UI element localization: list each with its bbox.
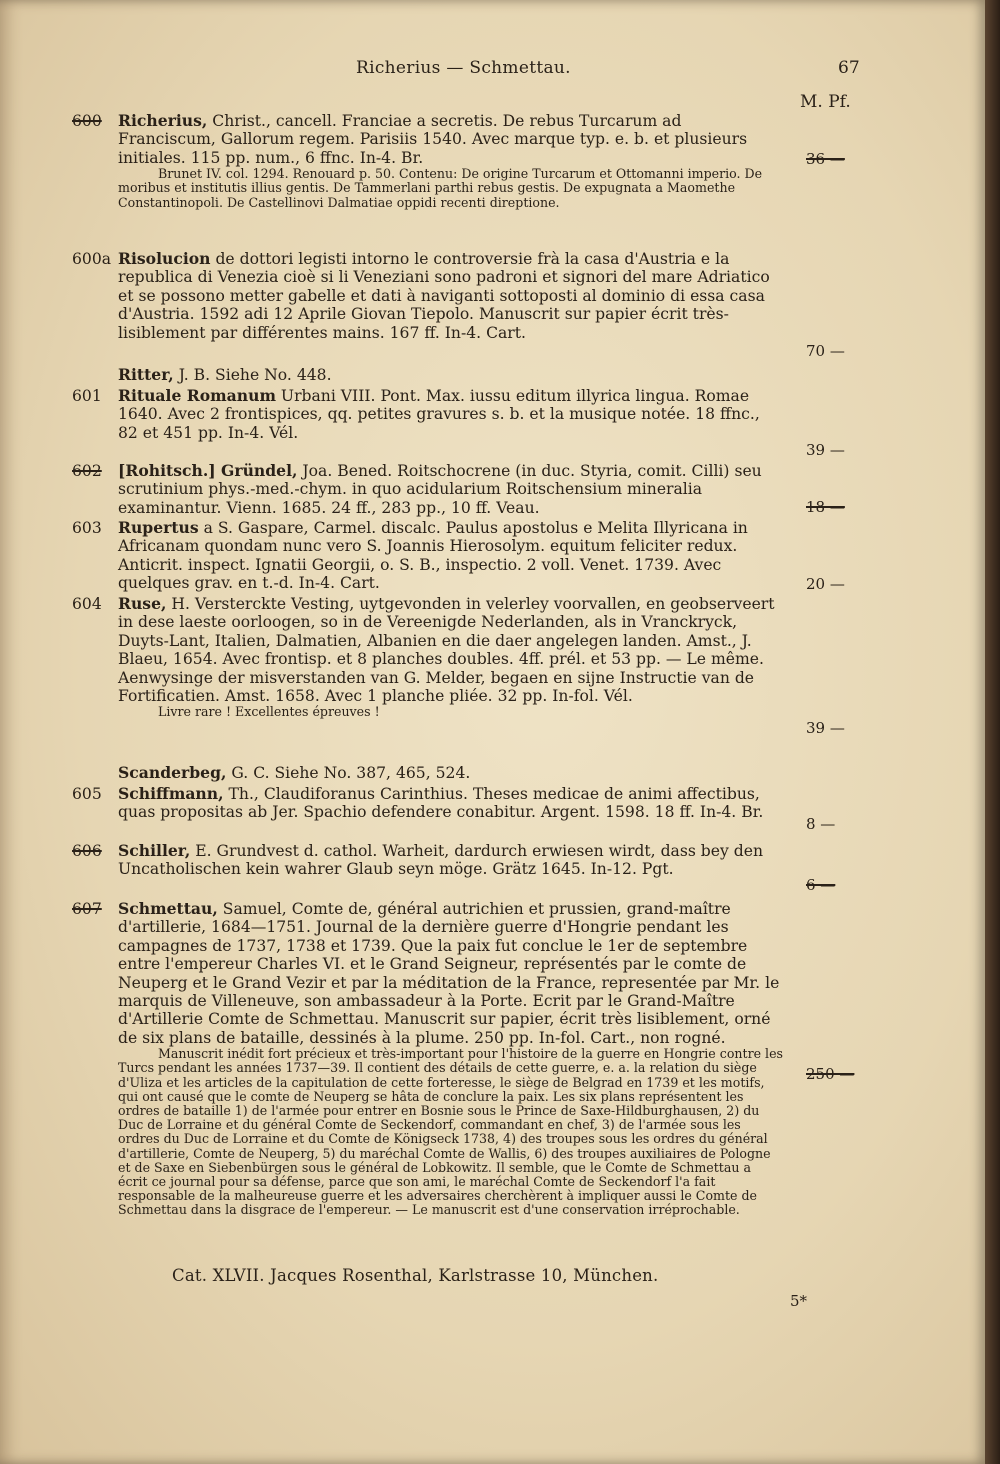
catalogue-entry — [72, 784, 836, 841]
entry-heading: Schiffmann, — [118, 784, 224, 803]
lot-price: 6 — — [806, 876, 836, 894]
entry-text — [74, 250, 784, 342]
entry-text — [74, 519, 784, 593]
entry-text — [74, 366, 784, 384]
catalogue-entry — [72, 111, 845, 249]
entry-heading: Scanderbeg, — [118, 763, 227, 782]
catalogue-entry — [72, 594, 845, 763]
lot-price: 20 — — [806, 575, 845, 593]
entry-description: Samuel, Comte de, général autrichien et prussien, grand-maître d'artillerie, 1684—1751. Journal de la dernière guerre d'Hongrie pendant les campagnes de 1737, 1738 et 1739. Que la paix fut conclue le 1er de septembre entre l'empereur Charles VI. et le Grand Seigneur, représentés par le comte de Neuperg et le Grand Vezir et par la méditation de la France, representée par Mr. le marquis de Villeneuve, son ambassadeur à la Porte. Ecrit par le Grand-Maître d'Artillerie Comte de Schmettau. Manuscrit sur papier, écrit très lisiblement, orné de six plans de bataille, dessinés à la plume. 250 pp. In-fol. Cart., non rogné. — [118, 900, 780, 1047]
entry-description: H. Versterckte Vesting, uytgevonden in velerley voorvallen, en geobserveert in dese laeste oorloogen, so in de Vereenigde Nederlanden, als in Vranckryck, Duyts-Lant, Italien, Dalmatien, Albanien en die daer angelegen landen. Amst., J. Blaeu, 1654. Avec frontisp. et 8 planches doubles. 4ff. prél. et 53 pp. — Le même. Aenwysinge der misverstanden van G. Melder, begaen en sijne Instructie van de Fortificatien. Amst. 1658. Avec 1 planche pliée. 32 pp. In-fol. Vél. — [118, 595, 775, 706]
entry-text — [74, 112, 784, 167]
entry-text — [74, 387, 784, 442]
entry-text — [74, 785, 784, 822]
lot-number: 607 — [72, 900, 102, 918]
entry-text — [74, 595, 784, 705]
entry-heading: Ruse, — [118, 594, 167, 613]
lot-price: 8 — — [806, 815, 836, 833]
lot-number: 600a — [72, 250, 112, 268]
entry-note: Manuscrit inédit fort précieux et très-important pour l'histoire de la guerre en Hongrie contre les Turcs pendant les années 1737—39. Il contient des détails de cette guerre, e. a. la relation du siège d'Uliza et les articles de la capitulation de cette forteresse, le siège de Belgrad en 1739 et les motifs, qui ont causé que le comte de Neuperg se hâta de conclure la paix. Les six plans représentent les ordres de bataille 1) de l'armée pour entrer en Bosnie sous le Prince de Saxe-Hildburghausen, 2) du Duc de Lorraine et du général Comte de Seckendorf, commandant en chef, 3) de l'armée sous les ordres du Duc de Lorraine et du Comte de Königseck 1738, 4) des troupes sous les ordres du général d'artillerie, Comte de Neuperg, 5) du maréchal Comte de Wallis, 6) des troupes auxiliaires de Pologne et de Saxe en Siebenbürgen sous le général de Lobkowitz. Il semble, que le Comte de Schmettau a écrit ce journal pour sa défense, parce que son ami, le maréchal Comte de Seckendorf l'a fait responsable de la malheureuse guerre et les adversaires cherchèrent à impliquer aussi le Comte de Schmettau dans la disgrace de l'empereur. — Le manuscrit est d'une conservation irréprochable. — [118, 1046, 783, 1218]
entry-text — [74, 900, 784, 1047]
catalogue-entry — [72, 461, 845, 518]
entry-heading: Rupertus — [118, 518, 199, 537]
entry-description: de dottori legisti intorno le controversie frà la casa d'Austria e la republica di Venezia cioè si li Veneziani sono padroni et signori del mare Adriatico et se possono metter gabelle et dati à naviganti sottoposti al dominio di essa casa d'Austria. 1592 adi 12 Aprile Giovan Tiepolo. Manuscrit sur papier écrit très-lisiblement par différentes mains. 167 ff. In-4. Cart. — [118, 250, 770, 342]
entry-description: J. B. Siehe No. 448. — [178, 366, 332, 384]
entry-description: Urbani VIII. Pont. Max. iussu editum illyrica lingua. Romae 1640. Avec 2 frontispices, qq. petites gravures s. b. et la musique notée. 18 ffnc., 82 et 451 pp. In-4. Vél. — [118, 387, 760, 442]
entry-note: Livre rare ! Excellentes épreuves ! — [158, 704, 380, 720]
entry-text — [74, 764, 784, 782]
entry-description: E. Grundvest d. cathol. Warheit, dardurch erwiesen wirdt, dass bey den Uncatholischen kein wahrer Glaub seyn möge. Grätz 1645. In-12. Pgt. — [118, 842, 764, 879]
catalogue-entry — [72, 518, 845, 594]
entry-heading: Rituale Romanum — [118, 386, 276, 405]
lot-price: 70 — — [806, 342, 845, 360]
lot-price: 18 — — [806, 498, 845, 516]
running-title: Richerius — Schmettau. — [356, 58, 571, 78]
lot-price: 39 — — [806, 441, 845, 459]
lot-number: 600 — [72, 112, 102, 130]
lot-number: 604 — [72, 595, 102, 613]
entry-description: Th., Claudiforanus Carinthius. Theses medicae de animi affectibus, quas propositas ab Jer. Spachio defendere conabitur. Argent. 1598. 18 ff. In-4. Br. — [118, 785, 764, 822]
entry-description: Joa. Bened. Roitschocrene (in duc. Styria, comit. Cilli) seu scrutinium phys.-med.-chym. in quo acidularium Roitschensium mineralia examinantur. Vienn. 1685. 24 ff., 283 pp., 10 ff. Veau. — [118, 462, 762, 517]
entry-heading: Schmettau, — [118, 899, 218, 918]
lot-number: 601 — [72, 387, 102, 405]
entry-description: Christ., cancell. Franciae a secretis. De rebus Turcarum ad Franciscum, Gallorum regem. Parisiis 1540. Avec marque typ. e. b. et plusieurs initiales. 115 pp. num., 6 ffnc. In-4. Br. — [118, 112, 748, 167]
entry-heading: [Rohitsch.] Gründel, — [118, 461, 298, 480]
catalogue-entry — [72, 841, 836, 899]
catalogue-entry — [74, 764, 784, 784]
entry-heading: Risolucion — [118, 249, 211, 268]
catalogue-entry — [72, 899, 855, 1218]
lot-number: 605 — [72, 785, 102, 803]
entry-text — [74, 462, 784, 517]
catalogue-entries — [72, 111, 855, 1219]
entry-description: G. C. Siehe No. 387, 465, 524. — [231, 764, 471, 782]
page-number: 67 — [838, 58, 860, 78]
book-edge — [985, 0, 1000, 1464]
entry-heading: Schiller, — [118, 841, 191, 860]
entry-text — [74, 842, 784, 879]
lot-price: 250 — — [806, 1065, 855, 1083]
lot-number: 603 — [72, 519, 102, 537]
page-header — [0, 58, 985, 82]
entry-note: Brunet IV. col. 1294. Renouard p. 50. Contenu: De origine Turcarum et Ottomanni imperio. De moribus et institutis illius gentis. De Tammerlani parthi rebus gestis. De expugnata a Maomethe Constantinopoli. De Castellinovi Dalmatiae oppidi recenti direptione. — [118, 166, 763, 210]
entry-description: a S. Gaspare, Carmel. discalc. Paulus apostolus e Melita Illyricana in Africanam quondam nunc vero S. Joannis Hierosolym. equitum feliciter redux. Anticrit. inspect. Ignatii Georgii, o. S. B., inspectio. 2 voll. Venet. 1739. Avec quelques grav. en t.-d. In-4. Cart. — [118, 519, 748, 593]
catalogue-entry — [72, 249, 845, 365]
entry-heading: Richerius, — [118, 111, 208, 130]
lot-price: 39 — — [806, 719, 845, 737]
currency-label: M. Pf. — [800, 92, 851, 112]
catalogue-entry — [74, 366, 784, 386]
entry-heading: Ritter, — [118, 365, 174, 384]
catalogue-entry — [72, 386, 845, 461]
signature-mark: 5* — [790, 1292, 808, 1310]
lot-number: 606 — [72, 842, 102, 860]
lot-number: 602 — [72, 462, 102, 480]
lot-price: 36 — — [806, 150, 845, 168]
catalogue-footer: Cat. XLVII. Jacques Rosenthal, Karlstrasse 10, München. — [172, 1266, 659, 1285]
